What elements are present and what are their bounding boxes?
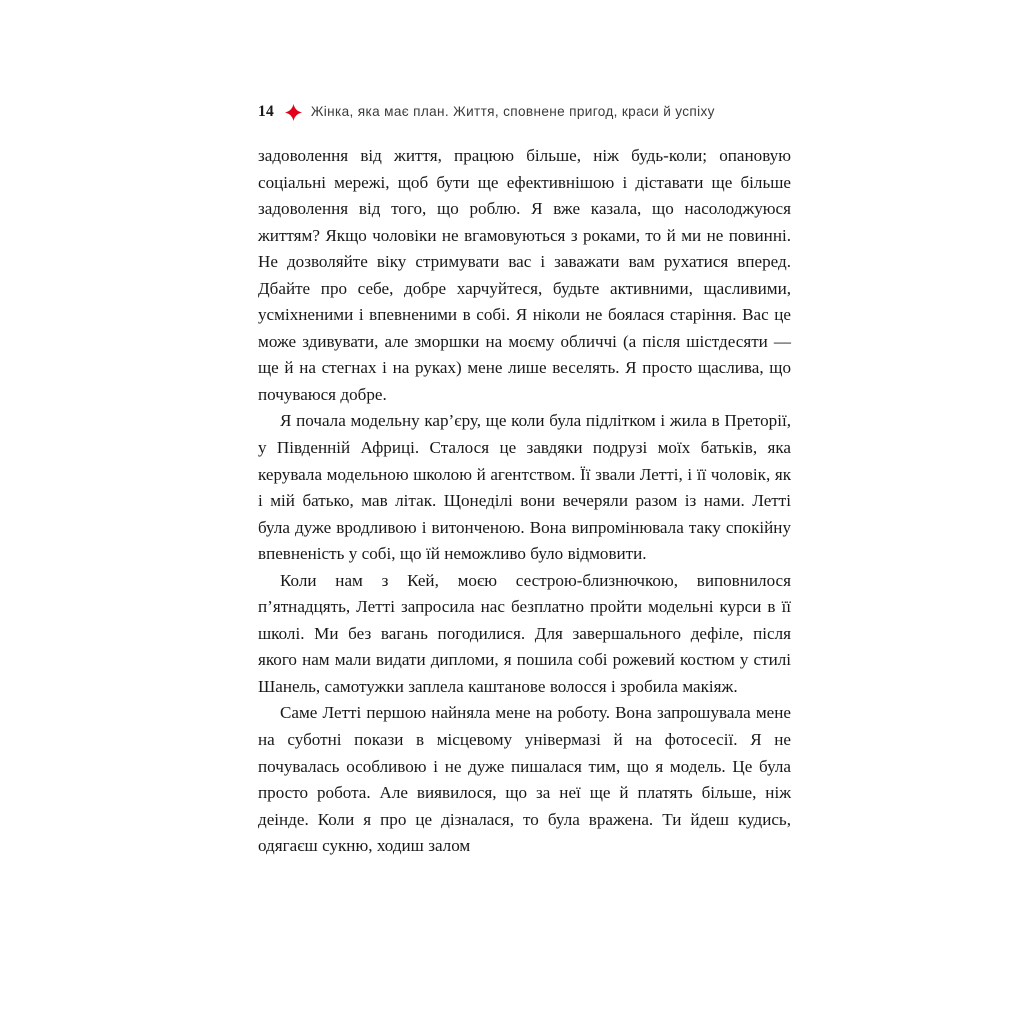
running-head — [258, 100, 792, 124]
running-head-title: Жінка, яка має план. Життя, сповнене пригод, краси й успіху — [310, 104, 715, 120]
page-number: 14 — [258, 103, 274, 121]
paragraph-1: задоволення від життя, працюю більше, ніж будь-коли; опановую соціальні мережі, щоб бути ще ефективнішою і діставати ще більше задоволення від того, що роблю. Я вже казала, що насолоджуюся життям? Якщо чоловіки не вгамовуються з роками, то й ми не повинні. Не дозволяйте віку стримувати вас і заважати вам рухатися вперед. Дбайте про себе, добре харчуйтеся, будьте активними, щасливими, усміхненими і впевненими в собі. Я ніколи не боялася старіння. Вас це може здивувати, але зморшки на моєму обличчі (а після шістдесяти — ще й на стегнах і на руках) мене лише веселять. Я просто щаслива, що почуваюся добре. — [258, 146, 791, 404]
red-diamond-ornament-icon — [285, 104, 302, 121]
paragraph-3: Коли нам з Кей, моєю сестрою-близнючкою, виповнилося п’ятнадцять, Летті запросила нас безплатно пройти модельні курси в її школі. Ми без вагань погодилися. Для завершального дефіле, після якого нам мали видати дипломи, я пошила собі рожевий костюм у стилі Шанель, самотужки заплела каштанове волосся і зробила макіяж. — [258, 570, 791, 696]
paragraph-2: Я почала модельну кар’єру, ще коли була підлітком і жила в Преторії, у Південній Африці. Сталося це завдяки подрузі моїх батьків, яка керувала модельною школою й агентством. Її звали Летті, і її чоловік, як і мій батько, мав літак. Щонеділі вони вечеряли разом із нами. Летті була дуже вродливою і витонченою. Вона випромінювала таку спокійну впевненість у собі, що їй неможливо було відмовити. — [258, 411, 791, 564]
paragraph-4: Саме Летті першою найняла мене на роботу. Вона запрошувала мене на суботні покази в місцевому універмазі й на фотосесії. Я не почувалась особливою і не дуже пишалася тим, що я модель. Це була просто робота. Але виявилося, що за неї ще й платять більше, ніж деінде. Коли я про це дізналася, то була вражена. Ти йдеш кудись, одягаєш сукню, ходиш залом — [258, 703, 791, 856]
body-text-block — [258, 143, 791, 860]
